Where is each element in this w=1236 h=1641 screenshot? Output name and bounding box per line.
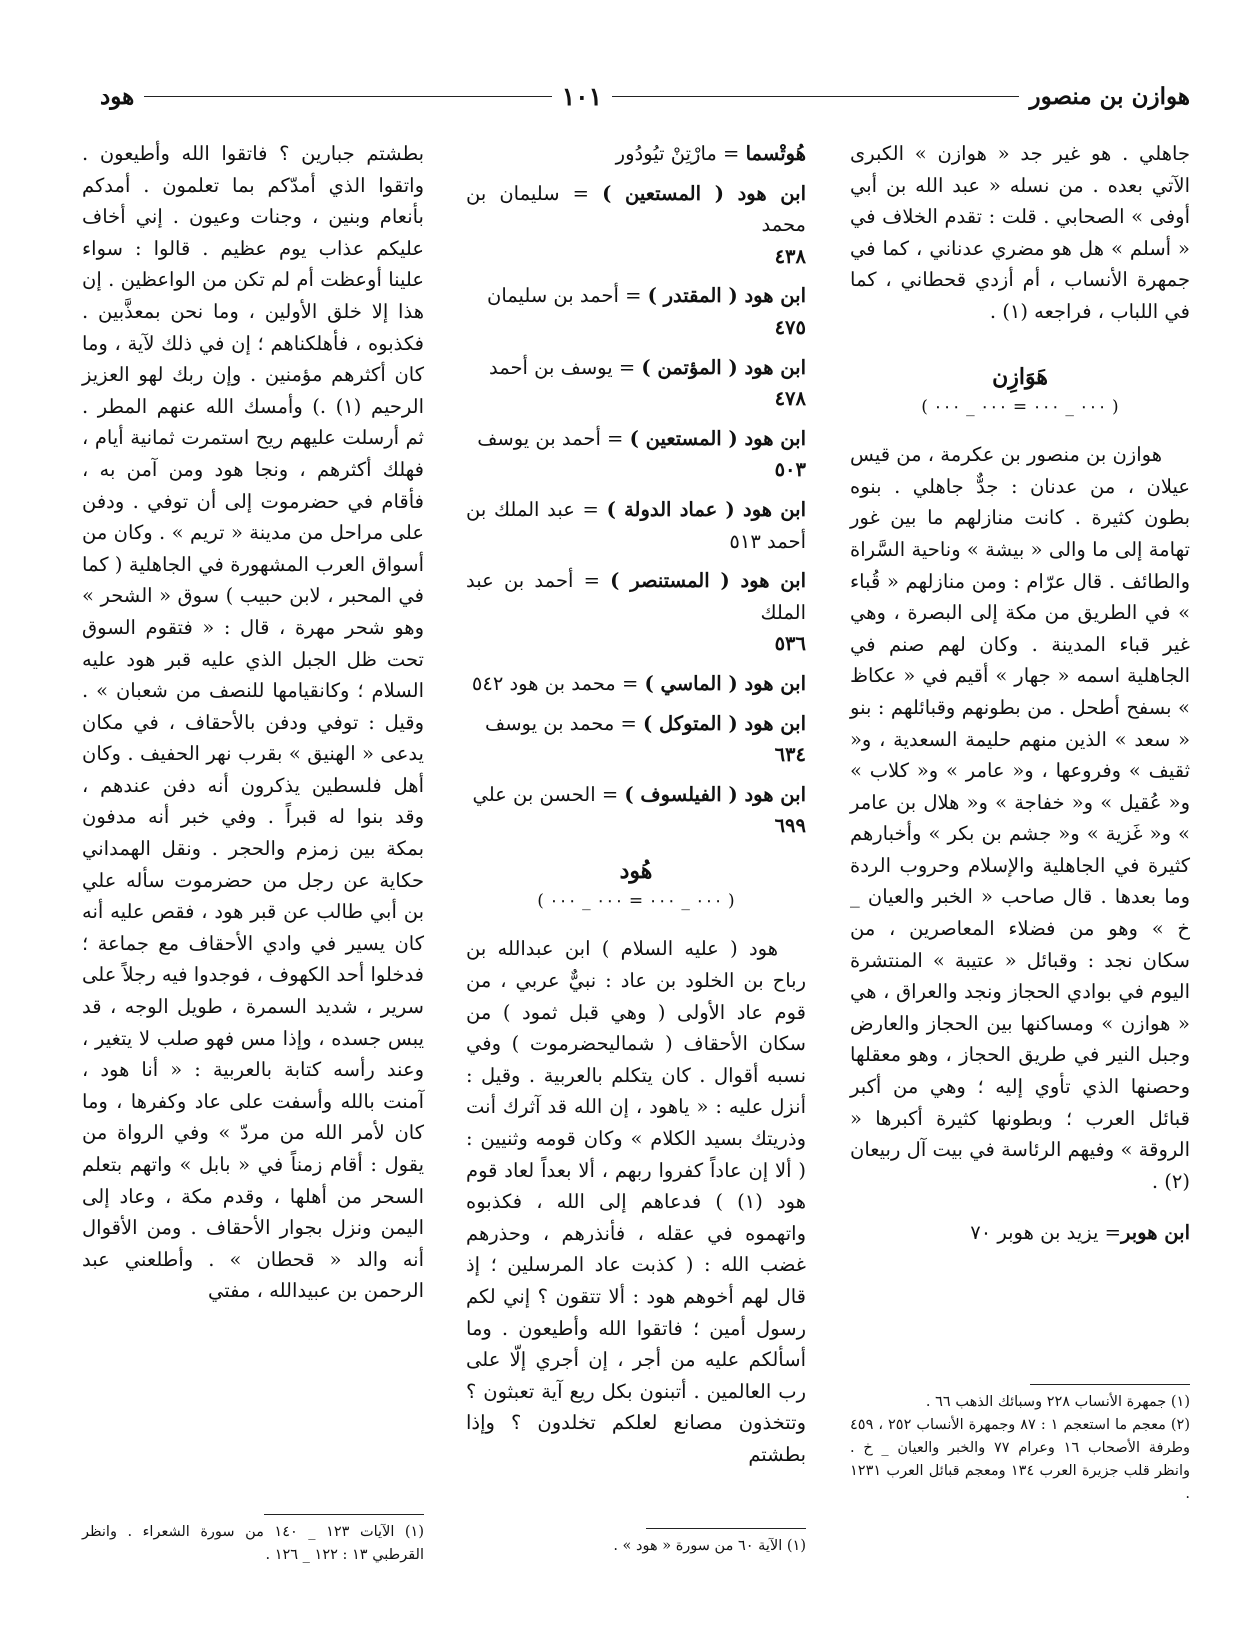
- crossref-entry: [466, 708, 806, 771]
- crossref-entry-bold: ابن هود ( المستنصر ): [610, 569, 806, 593]
- column-middle: [466, 138, 806, 1471]
- crossref-entry-bold: ابن هود ( الفيلسوف ): [624, 782, 806, 806]
- footnote-rule: [264, 1514, 424, 1515]
- crossref-entry-rest: = عبد الملك بن أحمد ٥١٣: [466, 497, 806, 553]
- crossref-entry-rest: = سليمان بن محمد: [466, 181, 806, 237]
- crossref-rest: = يزيد بن هوبر ٧٠: [970, 1221, 1121, 1245]
- crossref-entry: [466, 280, 806, 343]
- crossref-entry-rest: = محمد بن يوسف: [485, 711, 644, 735]
- footnote: (١) جمهرة الأنساب ٢٢٨ وسبائك الذهب ٦٦ .: [925, 1394, 1190, 1410]
- entry-body-hawazin: هوازن بن منصور بن عكرمة ، من قيس عيلان ، من عدنان : جدٌّ جاهلي . بنوه بطون كثيرة . كانت منازلهم ما بين غور تهامة إلى ما والى « بيشة » وناحية السَّراة والطائف . قال عرّام : ومن منازلهم « قُباء » في الطريق من مكة إلى البصرة ، وهي غير قباء المدينة . وكان لهم صنم في الجاهلية اسمه « جهار » أقيم في « عكاظ » بسفح أطحل . من بطونهم وقبائلهم : بنو « سعد » الذين منهم حليمة السعدية ، و« ثقيف » وفروعها ، و« عامر » و« كلاب » و« عُقيل » و« خفاجة » و« هلال بن عامر » و« غَزية » و« جشم بن بكر » وأخبارهم كثيرة في الجاهلية والإسلام وحروب الردة وما بعدها . قال صاحب « الخبر والعيان _ خ » وهو من فضلاء المعاصرين ، من سكان نجد : وقبائل « عتيبة » المنتشرة اليوم في بوادي الحجاز ونجد والعراق ، هي « هوازن » ومساكنها بين الحجاز والعارض وجبل النير في طريق الحجاز ، وهو معقلها وحصنها الذي تأوي إليه ؛ وهي من أكبر قبائل العرب ؛ وبطونها كثيرة أكبرها « الروقة » وفيهم الرئاسة في بيت آل ربيعان (٢) .: [850, 443, 1190, 1193]
- crossref-entry-rest: = أحمد بن سليمان: [487, 284, 648, 308]
- header-left-title: هود: [100, 82, 135, 110]
- footnote: (٢) معجم ما استعجم ١ : ٨٧ وجمهرة الأنساب ٢٥٢ ، ٤٥٩ وطرفة الأصحاب ١٦ وعرام ٧٧ والخبر والعيان _ خ . وانظر قلب جزيرة العرب ١٣٤ ومعجم قبائل العرب ١٢٣١ .: [850, 1417, 1191, 1502]
- crossref-entry-bold: ابن هود ( الماسي ): [644, 671, 806, 695]
- entry-title-hawazin: هَوَازِن: [992, 363, 1048, 390]
- crossref-entry-number: ٦٩٩: [774, 814, 806, 838]
- crossref-entry-number: ٤٧٨: [774, 387, 806, 411]
- entry-dates-hud: ( ٠٠٠ _ ٠٠٠ = ٠٠٠ _ ٠٠٠ ): [537, 890, 735, 911]
- footnote-rule: [1030, 1384, 1190, 1385]
- crossref-entry-bold: ابن هود ( المستعين ): [629, 426, 806, 450]
- crossref-entry: [466, 494, 806, 557]
- footnote: (١) الآية ٦٠ من سورة « هود » .: [613, 1538, 806, 1554]
- footnotes-middle: [466, 1528, 806, 1558]
- crossref-entry-number: ٦٣٤: [774, 743, 806, 767]
- entry-body-hud-continued: بطشتم جبارين ؟ فاتقوا الله وأطيعون . واتقوا الذي أمدّكم بما تعلمون . أمدكم بأنعام وبنين ، وجنات وعيون . إني أخاف عليكم عذاب يوم عظيم . قالوا : سواء علينا أوعظت أم لم تكن من الواعظين . إن هذا إلا خلق الأولين ، وما نحن بمعذَّبين . فكذبوه ، فأهلكناهم ؛ إن في ذلك لآية ، وما كان أكثرهم مؤمنين . وإن ربك لهو العزيز الرحيم (١) .) وأمسك الله عنهم المطر . ثم أرسلت عليهم ريح استمرت ثمانية أيام ، فهلك أكثرهم ، ونجا هود ومن آمن به ، فأقام في حضرموت إلى أن توفي . ودفن على مراحل من مدينة « تريم » . وكان من أسواق العرب المشهورة في الجاهلية ( كما في المحبر ، لابن حبيب ) سوق « الشحر » وهو شحر مهرة ، قال : « فتقوم السوق تحت ظل الجبل الذي عليه قبر هود عليه السلام ؛ وكانقيامها للنصف من شعبان » . وقيل : توفي ودفن بالأحقاف ، في مكان يدعى « الهنيق » بقرب نهر الحفيف . وكان أهل فلسطين يذكرون أنه دفن عندهم ، وقد بنوا له قبراً . وفي خبر أنه مدفون بمكة بين زمزم والحجر . ونقل الهمداني حكاية عن رجل من حضرموت سأله علي بن أبي طالب عن قبر هود ، فقص عليه أنه كان يسير في وادي الأحقاف مع جماعة ؛ فدخلوا أحد الكهوف ، فوجدوا فيه رجلاً على سرير ، شديد السمرة ، طويل الوجه ، قد يبس جسده ، وإذا مس فهو صلب لا يتغير ، وعند رأسه كتابة بالعربية : « أنا هود ، آمنت بالله وأسفت على عاد وكفرها ، وما كان لأمر الله من مردّ » وفي الرواة من يقول : أقام زمناً في « بابل » واتهم بتعلم السحر من أهلها ، وقدم مكة ، وعاد إلى اليمن ونزل بجوار الأحقاف . ومن الأقوال أنه والد « قحطان » . وأطلعني عبد الرحمن بن عبيدالله ، مفتي: [82, 142, 424, 1303]
- crossref-entry: [466, 668, 806, 700]
- crossref-entry-number: ٤٧٥: [774, 315, 806, 339]
- footnotes-left: [82, 1514, 424, 1567]
- header-rule-right: [612, 96, 1019, 97]
- crossref-entry: [466, 352, 806, 415]
- footnote: (١) الآيات ١٢٣ _ ١٤٠ من سورة الشعراء . وانظر القرطبي ١٣ : ١٢٢ _ ١٢٦ .: [82, 1524, 425, 1563]
- crossref-entry-number: ٥٠٣: [774, 458, 806, 482]
- crossref-list: [466, 138, 806, 842]
- entry-dates-hawazin: ( ٠٠٠ _ ٠٠٠ = ٠٠٠ _ ٠٠٠ ): [921, 396, 1119, 417]
- footnotes-right: [850, 1384, 1190, 1506]
- crossref-entry-rest: = أحمد بن عبد الملك: [466, 569, 806, 624]
- crossref-entry-rest: = محمد بن هود ٥٤٢: [471, 671, 645, 695]
- crossref-entry: [466, 178, 806, 273]
- crossref-entry-rest: = الحسن بن علي: [472, 782, 625, 806]
- entry-body-hud: هود ( عليه السلام ) ابن عبدالله بن رباح بن الخلود بن عاد : نبيٌّ عربي ، من قوم عاد الأولى ( وهي قبل ثمود ) من سكان الأحقاف ( شماليحضرموت ) وفي نسبه أقوال . كان يتكلم بالعربية . وقيل : أنزل عليه : « ياهود ، إن الله قد آثرك أنت وذريتك بسيد الكلام » وكان قومه وثنيين : ( ألا إن عاداً كفروا ربهم ، ألا بعداً لعاد قوم هود (١) ) فدعاهم إلى الله ، فكذبوه واتهموه في عقله ، فأنذرهم ، وحذرهم غضب الله : ( كذبت عاد المرسلين ؛ إذ قال لهم أخوهم هود : ألا تتقون ؟ إني لكم رسول أمين ؛ فاتقوا الله وأطيعون . وما أسألكم عليه من أجر ، إن أجري إلّا على رب العالمين . أتبنون بكل ريع آية تعبثون ؟ وتتخذون مصانع لعلكم تخلدون ؟ وإذا بطشتم: [466, 937, 806, 1466]
- crossref-entry-rest: = أحمد بن يوسف: [477, 426, 630, 450]
- crossref-ibn-hawbar: [850, 1217, 1190, 1249]
- crossref-bold: ابن هوبر: [1120, 1221, 1190, 1245]
- crossref-entry-rest: = يوسف بن أحمد: [488, 355, 642, 379]
- crossref-entry-bold: ابن هود ( عماد الدولة ): [606, 497, 806, 521]
- header-rule-left: [144, 96, 551, 97]
- crossref-entry-bold: ابن هود ( المؤتمن ): [641, 355, 806, 379]
- crossref-entry: [466, 565, 806, 660]
- crossref-entry-bold: هُوتْسما: [745, 142, 806, 165]
- crossref-entry-number: ٥٣٦: [774, 632, 806, 656]
- entry-title-hud: هُود: [619, 857, 653, 884]
- intro-paragraph: جاهلي . هو غير جد « هوازن » الكبرى الآتي بعده . من نسله « عبد الله بن أبي أوفى » الصحابي . قلت : تقدم الخلاف في « أسلم » هل هو مضري عدناني ، كما في جمهرة الأنساب ، أم أزدي قحطاني ، كما في اللباب ، فراجعه (١) .: [850, 142, 1190, 323]
- crossref-entry-rest: = مارْتِنْ تيُودُور: [615, 142, 746, 165]
- crossref-entry: [466, 423, 806, 486]
- header-right-title: هوازن بن منصور: [1029, 82, 1190, 110]
- crossref-entry-bold: ابن هود ( المتوكل ): [643, 711, 806, 735]
- footnote-rule: [646, 1528, 806, 1529]
- column-right: [850, 138, 1190, 1249]
- crossref-entry-number: ٤٣٨: [774, 244, 806, 268]
- crossref-entry: [466, 779, 806, 842]
- crossref-entry: [466, 138, 806, 170]
- crossref-entry-bold: ابن هود ( المقتدر ): [647, 284, 806, 308]
- column-left: [82, 138, 424, 1307]
- crossref-entry-bold: ابن هود ( المستعين ): [602, 181, 806, 205]
- page-number: ١٠١: [561, 81, 603, 111]
- page-header: [100, 78, 1190, 114]
